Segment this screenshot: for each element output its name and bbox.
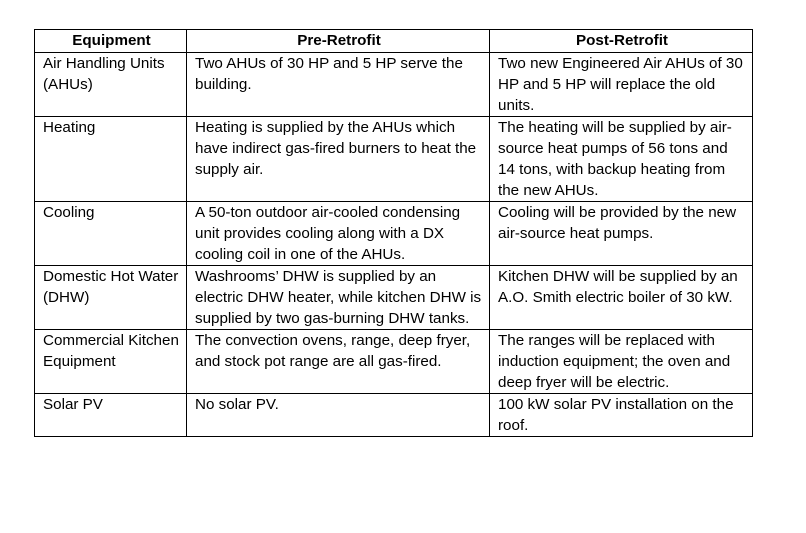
pre-retrofit-cell: Washrooms’ DHW is supplied by an electric DHW heater, while kitchen DHW is supplied by two gas-burning DHW tanks. <box>187 266 490 330</box>
column-header-post-retrofit: Post-Retrofit <box>490 30 753 53</box>
post-retrofit-cell: The heating will be supplied by air-source heat pumps of 56 tons and 14 tons, with backup heating from the new AHUs. <box>490 117 753 202</box>
table-row <box>35 394 753 437</box>
pre-retrofit-cell: A 50-ton outdoor air-cooled condensing unit provides cooling along with a DX cooling coil in one of the AHUs. <box>187 202 490 266</box>
retrofit-comparison-table <box>34 29 753 437</box>
post-retrofit-cell: Kitchen DHW will be supplied by an A.O. Smith electric boiler of 30 kW. <box>490 266 753 330</box>
equipment-cell: Domestic Hot Water (DHW) <box>35 266 187 330</box>
post-retrofit-cell: Two new Engineered Air AHUs of 30 HP and 5 HP will replace the old units. <box>490 53 753 117</box>
post-retrofit-cell: The ranges will be replaced with induction equipment; the oven and deep fryer will be electric. <box>490 330 753 394</box>
column-header-pre-retrofit: Pre-Retrofit <box>187 30 490 53</box>
pre-retrofit-cell: Two AHUs of 30 HP and 5 HP serve the building. <box>187 53 490 117</box>
equipment-cell: Commercial Kitchen Equipment <box>35 330 187 394</box>
column-header-equipment: Equipment <box>35 30 187 53</box>
equipment-cell: Air Handling Units (AHUs) <box>35 53 187 117</box>
table-header-row <box>35 30 753 53</box>
equipment-cell: Solar PV <box>35 394 187 437</box>
table-row <box>35 53 753 117</box>
equipment-cell: Heating <box>35 117 187 202</box>
equipment-cell: Cooling <box>35 202 187 266</box>
pre-retrofit-cell: No solar PV. <box>187 394 490 437</box>
table-row <box>35 117 753 202</box>
post-retrofit-cell: Cooling will be provided by the new air-source heat pumps. <box>490 202 753 266</box>
pre-retrofit-cell: Heating is supplied by the AHUs which have indirect gas-fired burners to heat the supply air. <box>187 117 490 202</box>
table-row <box>35 266 753 330</box>
table-row <box>35 202 753 266</box>
pre-retrofit-cell: The convection ovens, range, deep fryer, and stock pot range are all gas-fired. <box>187 330 490 394</box>
table-row <box>35 330 753 394</box>
post-retrofit-cell: 100 kW solar PV installation on the roof. <box>490 394 753 437</box>
